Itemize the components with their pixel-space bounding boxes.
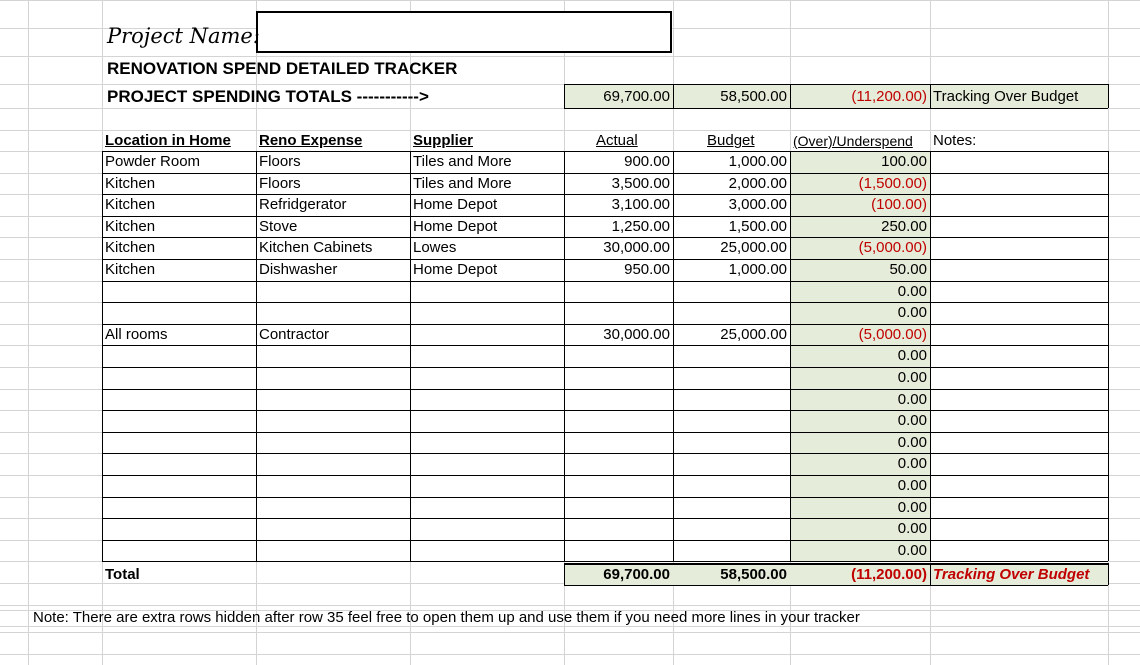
header-variance: (Over)/Underspend — [793, 133, 913, 149]
cell-budget[interactable] — [673, 389, 790, 410]
border — [564, 84, 1108, 85]
cell-budget[interactable]: 2,000.00 — [728, 175, 787, 192]
cell-expense[interactable]: Kitchen Cabinets — [259, 239, 373, 256]
cell-supplier[interactable] — [410, 389, 564, 410]
cell-actual[interactable] — [564, 432, 673, 453]
cell-actual[interactable] — [564, 302, 673, 323]
cell-supplier[interactable]: Tiles and More — [413, 153, 512, 170]
cell-supplier[interactable] — [410, 367, 564, 388]
cell-supplier[interactable]: Home Depot — [413, 218, 498, 235]
cell-actual[interactable] — [564, 497, 673, 518]
border — [564, 585, 1108, 586]
gridline-row — [0, 654, 1140, 655]
border — [1108, 563, 1109, 585]
cell-supplier[interactable] — [410, 281, 564, 302]
cell-variance: 0.00 — [897, 499, 927, 516]
cell-actual[interactable] — [564, 410, 673, 431]
cell-budget[interactable] — [673, 497, 790, 518]
cell-variance: 0.00 — [897, 304, 927, 321]
cell-supplier[interactable]: Home Depot — [413, 196, 498, 213]
border — [1108, 151, 1109, 561]
summary-status: Tracking Over Budget — [933, 88, 1079, 105]
cell-location[interactable]: Powder Room — [105, 153, 201, 170]
cell-budget[interactable] — [673, 432, 790, 453]
gridline-row — [0, 632, 1140, 633]
cell-budget[interactable] — [673, 540, 790, 561]
cell-actual[interactable] — [564, 475, 673, 496]
cell-expense[interactable] — [256, 345, 410, 366]
cell-variance: 0.00 — [897, 434, 927, 451]
cell-expense[interactable]: Dishwasher — [259, 261, 338, 278]
cell-supplier[interactable]: Tiles and More — [413, 175, 512, 192]
header-actual: Actual — [596, 132, 638, 149]
summary-variance: (11,200.00) — [851, 88, 927, 105]
header-supplier: Supplier — [413, 132, 474, 149]
cell-variance: (100.00) — [871, 196, 927, 213]
cell-variance: 50.00 — [889, 261, 927, 278]
cell-location[interactable]: All rooms — [105, 326, 168, 343]
cell-variance: 0.00 — [897, 391, 927, 408]
cell-budget[interactable] — [673, 345, 790, 366]
total-label: Total — [105, 566, 140, 583]
cell-budget[interactable] — [673, 281, 790, 302]
cell-location[interactable] — [102, 410, 256, 431]
cell-supplier[interactable] — [410, 345, 564, 366]
cell-expense[interactable]: Floors — [259, 175, 301, 192]
cell-budget[interactable]: 1,000.00 — [728, 153, 787, 170]
header-budget: Budget — [707, 132, 755, 149]
cell-budget[interactable]: 3,000.00 — [728, 196, 787, 213]
cell-location[interactable] — [102, 389, 256, 410]
cell-expense[interactable] — [256, 432, 410, 453]
cell-location[interactable] — [102, 453, 256, 474]
cell-actual[interactable]: 900.00 — [624, 153, 670, 170]
cell-location[interactable] — [102, 367, 256, 388]
total-variance: (11,200.00) — [851, 566, 927, 583]
summary-actual: 69,700.00 — [603, 88, 670, 105]
cell-variance: 0.00 — [897, 477, 927, 494]
gridline-row — [0, 56, 1140, 57]
cell-supplier[interactable]: Home Depot — [413, 261, 498, 278]
header-notes: Notes: — [933, 132, 977, 149]
cell-supplier[interactable] — [410, 475, 564, 496]
border — [1108, 84, 1109, 108]
cell-variance: 0.00 — [897, 369, 927, 386]
cell-variance: (5,000.00) — [858, 239, 927, 256]
project-name-input[interactable] — [256, 11, 672, 53]
cell-actual[interactable] — [564, 540, 673, 561]
cell-location[interactable] — [102, 432, 256, 453]
cell-variance: 250.00 — [881, 218, 927, 235]
cell-variance: (5,000.00) — [858, 326, 927, 343]
cell-actual[interactable] — [564, 281, 673, 302]
project-totals-label: PROJECT SPENDING TOTALS -----------> — [107, 87, 429, 106]
cell-expense[interactable] — [256, 367, 410, 388]
cell-location[interactable] — [102, 345, 256, 366]
cell-budget[interactable] — [673, 518, 790, 539]
cell-actual[interactable]: 3,500.00 — [611, 175, 670, 192]
cell-budget[interactable]: 25,000.00 — [720, 239, 787, 256]
cell-variance: 0.00 — [897, 455, 927, 472]
cell-actual[interactable]: 3,100.00 — [611, 196, 670, 213]
cell-expense[interactable]: Contractor — [259, 326, 330, 343]
cell-supplier[interactable] — [410, 453, 564, 474]
summary-budget: 58,500.00 — [720, 88, 787, 105]
cell-actual[interactable] — [564, 453, 673, 474]
cell-budget[interactable] — [673, 367, 790, 388]
cell-expense[interactable]: Floors — [259, 153, 301, 170]
cell-budget[interactable] — [673, 410, 790, 431]
cell-location[interactable] — [102, 281, 256, 302]
cell-location[interactable]: Kitchen — [105, 239, 156, 256]
border — [564, 108, 1108, 109]
project-name-label: Project Name: — [107, 24, 260, 48]
cell-location[interactable] — [102, 497, 256, 518]
cell-budget[interactable]: 1,000.00 — [728, 261, 787, 278]
border — [102, 561, 1108, 562]
cell-location[interactable]: Kitchen — [105, 218, 156, 235]
cell-expense[interactable] — [256, 540, 410, 561]
cell-expense[interactable] — [256, 453, 410, 474]
header-location: Location in Home — [105, 132, 231, 149]
cell-supplier[interactable]: Lowes — [413, 239, 457, 256]
cell-budget[interactable] — [673, 453, 790, 474]
cell-variance: 100.00 — [881, 153, 927, 170]
cell-location[interactable] — [102, 540, 256, 561]
cell-actual[interactable]: 950.00 — [624, 261, 670, 278]
cell-supplier[interactable] — [410, 432, 564, 453]
cell-budget[interactable]: 25,000.00 — [720, 326, 787, 343]
gridline-col — [28, 0, 29, 665]
cell-location[interactable]: Kitchen — [105, 196, 156, 213]
cell-variance: 0.00 — [897, 542, 927, 559]
cell-supplier[interactable] — [410, 540, 564, 561]
cell-expense[interactable] — [256, 281, 410, 302]
cell-variance: 0.00 — [897, 520, 927, 537]
cell-expense[interactable]: Refridgerator — [259, 196, 347, 213]
cell-location[interactable] — [102, 475, 256, 496]
total-actual: 69,700.00 — [603, 566, 670, 583]
total-budget: 58,500.00 — [720, 566, 787, 583]
cell-actual[interactable] — [564, 389, 673, 410]
cell-location[interactable] — [102, 518, 256, 539]
cell-expense[interactable] — [256, 302, 410, 323]
cell-budget[interactable]: 1,500.00 — [728, 218, 787, 235]
cell-expense[interactable] — [256, 389, 410, 410]
cell-expense[interactable] — [256, 475, 410, 496]
cell-variance: 0.00 — [897, 347, 927, 364]
cell-supplier[interactable] — [410, 410, 564, 431]
cell-budget[interactable] — [673, 302, 790, 323]
tracker-title: RENOVATION SPEND DETAILED TRACKER — [107, 59, 458, 78]
cell-expense[interactable] — [256, 518, 410, 539]
cell-location[interactable]: Kitchen — [105, 261, 156, 278]
cell-actual[interactable]: 1,250.00 — [611, 218, 670, 235]
cell-variance: 0.00 — [897, 283, 927, 300]
cell-expense[interactable] — [256, 497, 410, 518]
cell-location[interactable]: Kitchen — [105, 175, 156, 192]
cell-supplier[interactable] — [410, 497, 564, 518]
cell-actual[interactable] — [564, 345, 673, 366]
footnote: Note: There are extra rows hidden after row 35 feel free to open them up and use them if you need more lines in your tracker — [33, 609, 860, 626]
cell-actual[interactable] — [564, 367, 673, 388]
cell-supplier[interactable] — [410, 302, 564, 323]
cell-actual[interactable]: 30,000.00 — [603, 326, 670, 343]
cell-actual[interactable] — [564, 518, 673, 539]
cell-actual[interactable]: 30,000.00 — [603, 239, 670, 256]
cell-variance: (1,500.00) — [858, 175, 927, 192]
cell-expense[interactable]: Stove — [259, 218, 298, 235]
cell-supplier[interactable] — [410, 518, 564, 539]
cell-variance: 0.00 — [897, 412, 927, 429]
total-status: Tracking Over Budget — [933, 566, 1090, 583]
cell-supplier[interactable] — [410, 324, 564, 345]
border — [930, 151, 931, 561]
cell-expense[interactable] — [256, 410, 410, 431]
header-expense: Reno Expense — [259, 132, 363, 149]
gridline-row — [0, 605, 1140, 606]
cell-budget[interactable] — [673, 475, 790, 496]
gridline-row — [0, 0, 1140, 1]
cell-location[interactable] — [102, 302, 256, 323]
